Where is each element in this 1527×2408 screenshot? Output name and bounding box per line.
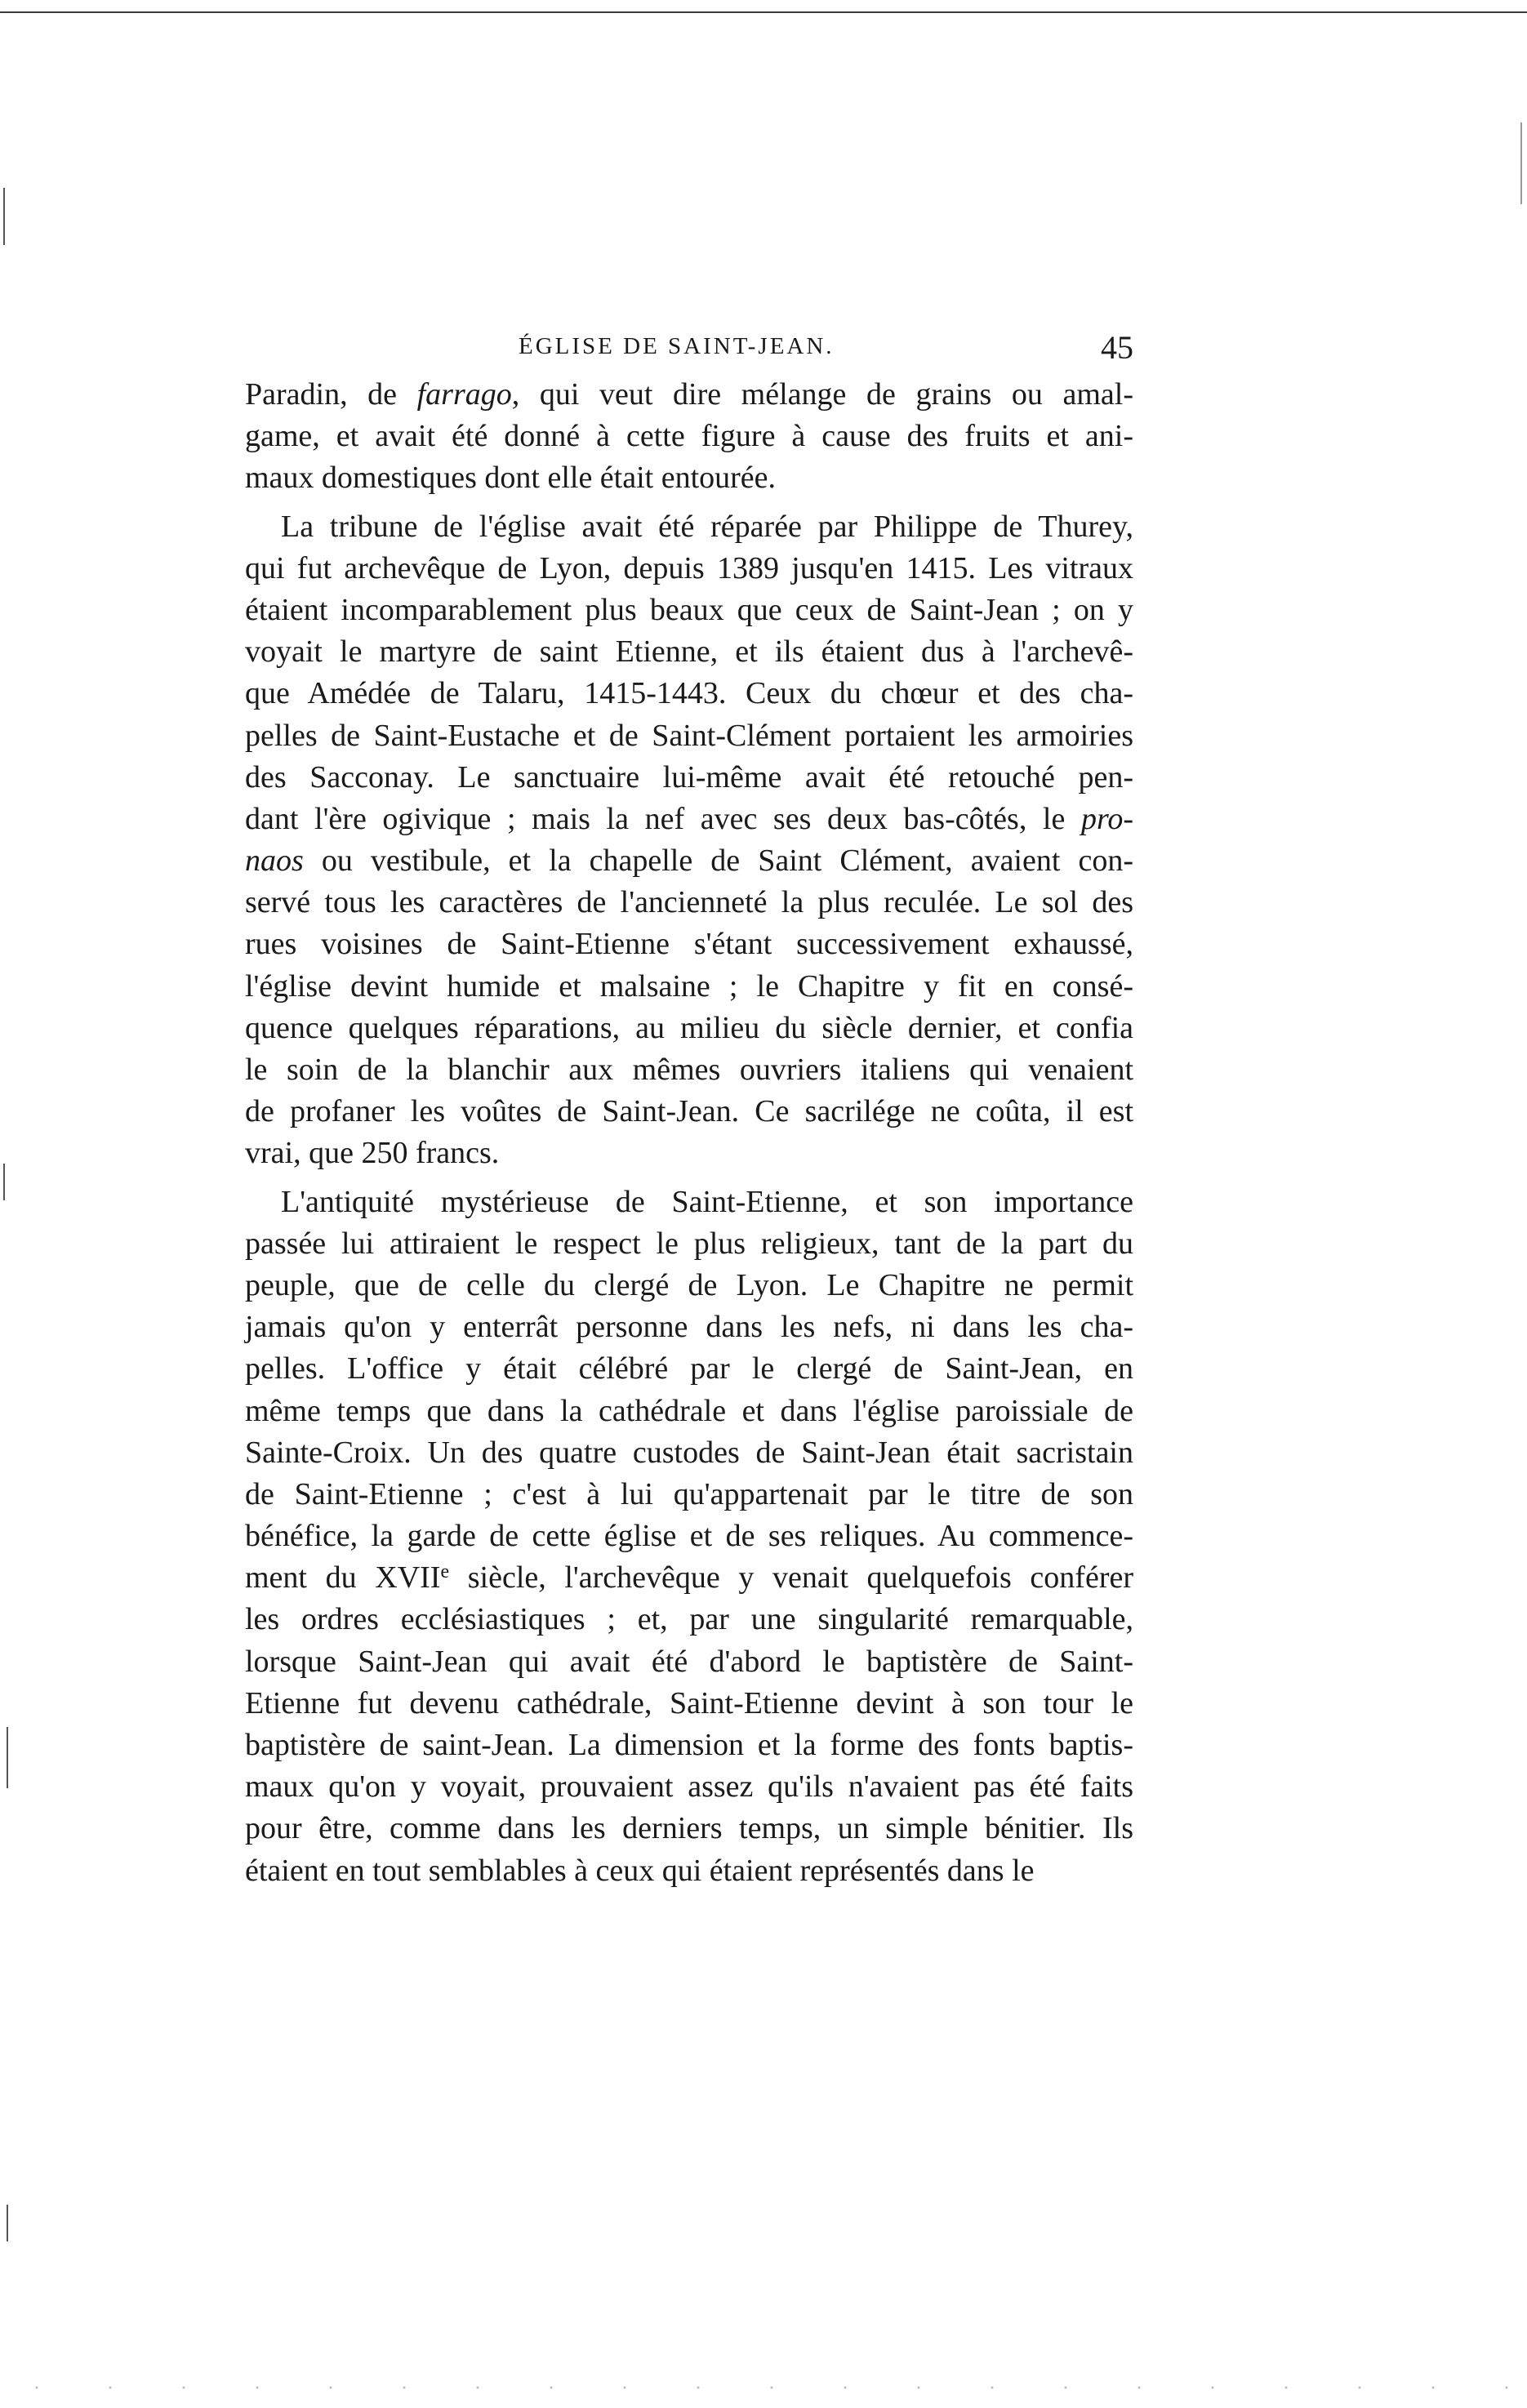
running-head bbox=[245, 328, 1133, 377]
text-line: L'antiquité mystérieuse de Saint-Etienne, et son importance bbox=[281, 1184, 1133, 1219]
text-line: de Saint-Etienne ; c'est à lui qu'appartenait par le titre de son bbox=[245, 1476, 1133, 1511]
paragraph-gap bbox=[245, 1175, 1133, 1182]
left-margin-mark bbox=[3, 188, 5, 245]
text-line: quence quelques réparations, au milieu du siècle dernier, et confia bbox=[245, 1010, 1133, 1045]
left-margin-mark bbox=[7, 1727, 8, 1788]
page-number: 45 bbox=[1101, 329, 1133, 366]
text-line: La tribune de l'église avait été réparée par Philippe de Thurey, bbox=[281, 509, 1133, 544]
text-line: Sainte-Croix. Un des quatre custodes de Saint-Jean était sacristain bbox=[245, 1435, 1133, 1470]
footer-scan-noise bbox=[0, 2384, 1527, 2391]
text-line: peuple, que de celle du clergé de Lyon. Le Chapitre ne permit bbox=[245, 1267, 1133, 1302]
left-margin-mark bbox=[7, 2205, 8, 2241]
paragraph-gap bbox=[245, 500, 1133, 506]
text-line: passée lui attiraient le respect le plus religieux, tant de la part du bbox=[245, 1226, 1133, 1261]
text-line: pour être, comme dans les derniers temps, un simple bénitier. Ils bbox=[245, 1811, 1133, 1846]
text-line: maux domestiques dont elle était entourée. bbox=[245, 461, 777, 496]
text-line: naos ou vestibule, et la chapelle de Saint Clément, avaient con- bbox=[245, 843, 1133, 879]
text-line: qui fut archevêque de Lyon, depuis 1389 jusqu'en 1415. Les vitraux bbox=[245, 550, 1133, 585]
superscript: e bbox=[440, 1561, 450, 1583]
left-margin-mark bbox=[3, 1164, 5, 1200]
text-line: game, et avait été donné à cette figure à cause des fruits et ani- bbox=[245, 419, 1133, 454]
text-line: vrai, que 250 francs. bbox=[245, 1136, 500, 1171]
top-rule bbox=[0, 11, 1527, 13]
text-line: l'église devint humide et malsaine ; le Chapitre y fit en consé- bbox=[245, 968, 1133, 1004]
text-line: rues voisines de Saint-Etienne s'étant successivement exhaussé, bbox=[245, 927, 1133, 962]
text-line: même temps que dans la cathédrale et dans l'église paroissiale de bbox=[245, 1393, 1133, 1428]
body-text bbox=[245, 374, 1133, 1892]
right-margin-mark bbox=[1520, 122, 1522, 204]
text-line: maux qu'on y voyait, prouvaient assez qu'ils n'avaient pas été faits bbox=[245, 1769, 1133, 1805]
text-line: pelles. L'office y était célébré par le clergé de Saint-Jean, en bbox=[245, 1351, 1133, 1386]
italic-term: pro- bbox=[1080, 801, 1133, 836]
text-line: servé tous les caractères de l'ancienneté la plus reculée. Le sol des bbox=[245, 885, 1133, 920]
text-line: les ordres ecclésiastiques ; et, par une singularité remarquable, bbox=[245, 1602, 1133, 1637]
running-title: ÉGLISE DE SAINT-JEAN. bbox=[519, 333, 835, 359]
text-line: lorsque Saint-Jean qui avait été d'abord le baptistère de Saint- bbox=[245, 1644, 1133, 1679]
text-line: ment du XVIIe siècle, l'archevêque y venait quelquefois conférer bbox=[245, 1560, 1133, 1596]
text-line: Paradin, de farrago, qui veut dire mélange de grains ou amal- bbox=[245, 377, 1133, 412]
italic-term: farrago bbox=[416, 377, 512, 412]
text-line: des Sacconay. Le sanctuaire lui-même avait été retouché pen- bbox=[245, 759, 1133, 795]
text-line: que Amédée de Talaru, 1415-1443. Ceux du chœur et des cha- bbox=[245, 676, 1133, 711]
text-line: baptistère de saint-Jean. La dimension et la forme des fonts baptis- bbox=[245, 1728, 1133, 1762]
text-line: jamais qu'on y enterrât personne dans les nefs, ni dans les cha- bbox=[245, 1310, 1133, 1345]
text-line: le soin de la blanchir aux mêmes ouvriers italiens qui venaient bbox=[245, 1053, 1133, 1087]
text-line: étaient incomparablement plus beaux que ceux de Saint-Jean ; on y bbox=[245, 592, 1133, 627]
text-line: Etienne fut devenu cathédrale, Saint-Etienne devint à son tour le bbox=[245, 1685, 1133, 1720]
text-line: voyait le martyre de saint Etienne, et ils étaient dus à l'archevê- bbox=[245, 634, 1133, 670]
text-line: étaient en tout semblables à ceux qui étaient représentés dans le bbox=[245, 1853, 1035, 1888]
text-line: de profaner les voûtes de Saint-Jean. Ce sacrilége ne coûta, il est bbox=[245, 1094, 1133, 1129]
text-line: pelles de Saint-Eustache et de Saint-Clément portaient les armoiries bbox=[245, 718, 1133, 753]
text-line: dant l'ère ogivique ; mais la nef avec ses deux bas-côtés, le pro- bbox=[245, 801, 1133, 836]
italic-term: naos bbox=[245, 843, 304, 879]
text-line: bénéfice, la garde de cette église et de ses reliques. Au commence- bbox=[245, 1519, 1133, 1554]
